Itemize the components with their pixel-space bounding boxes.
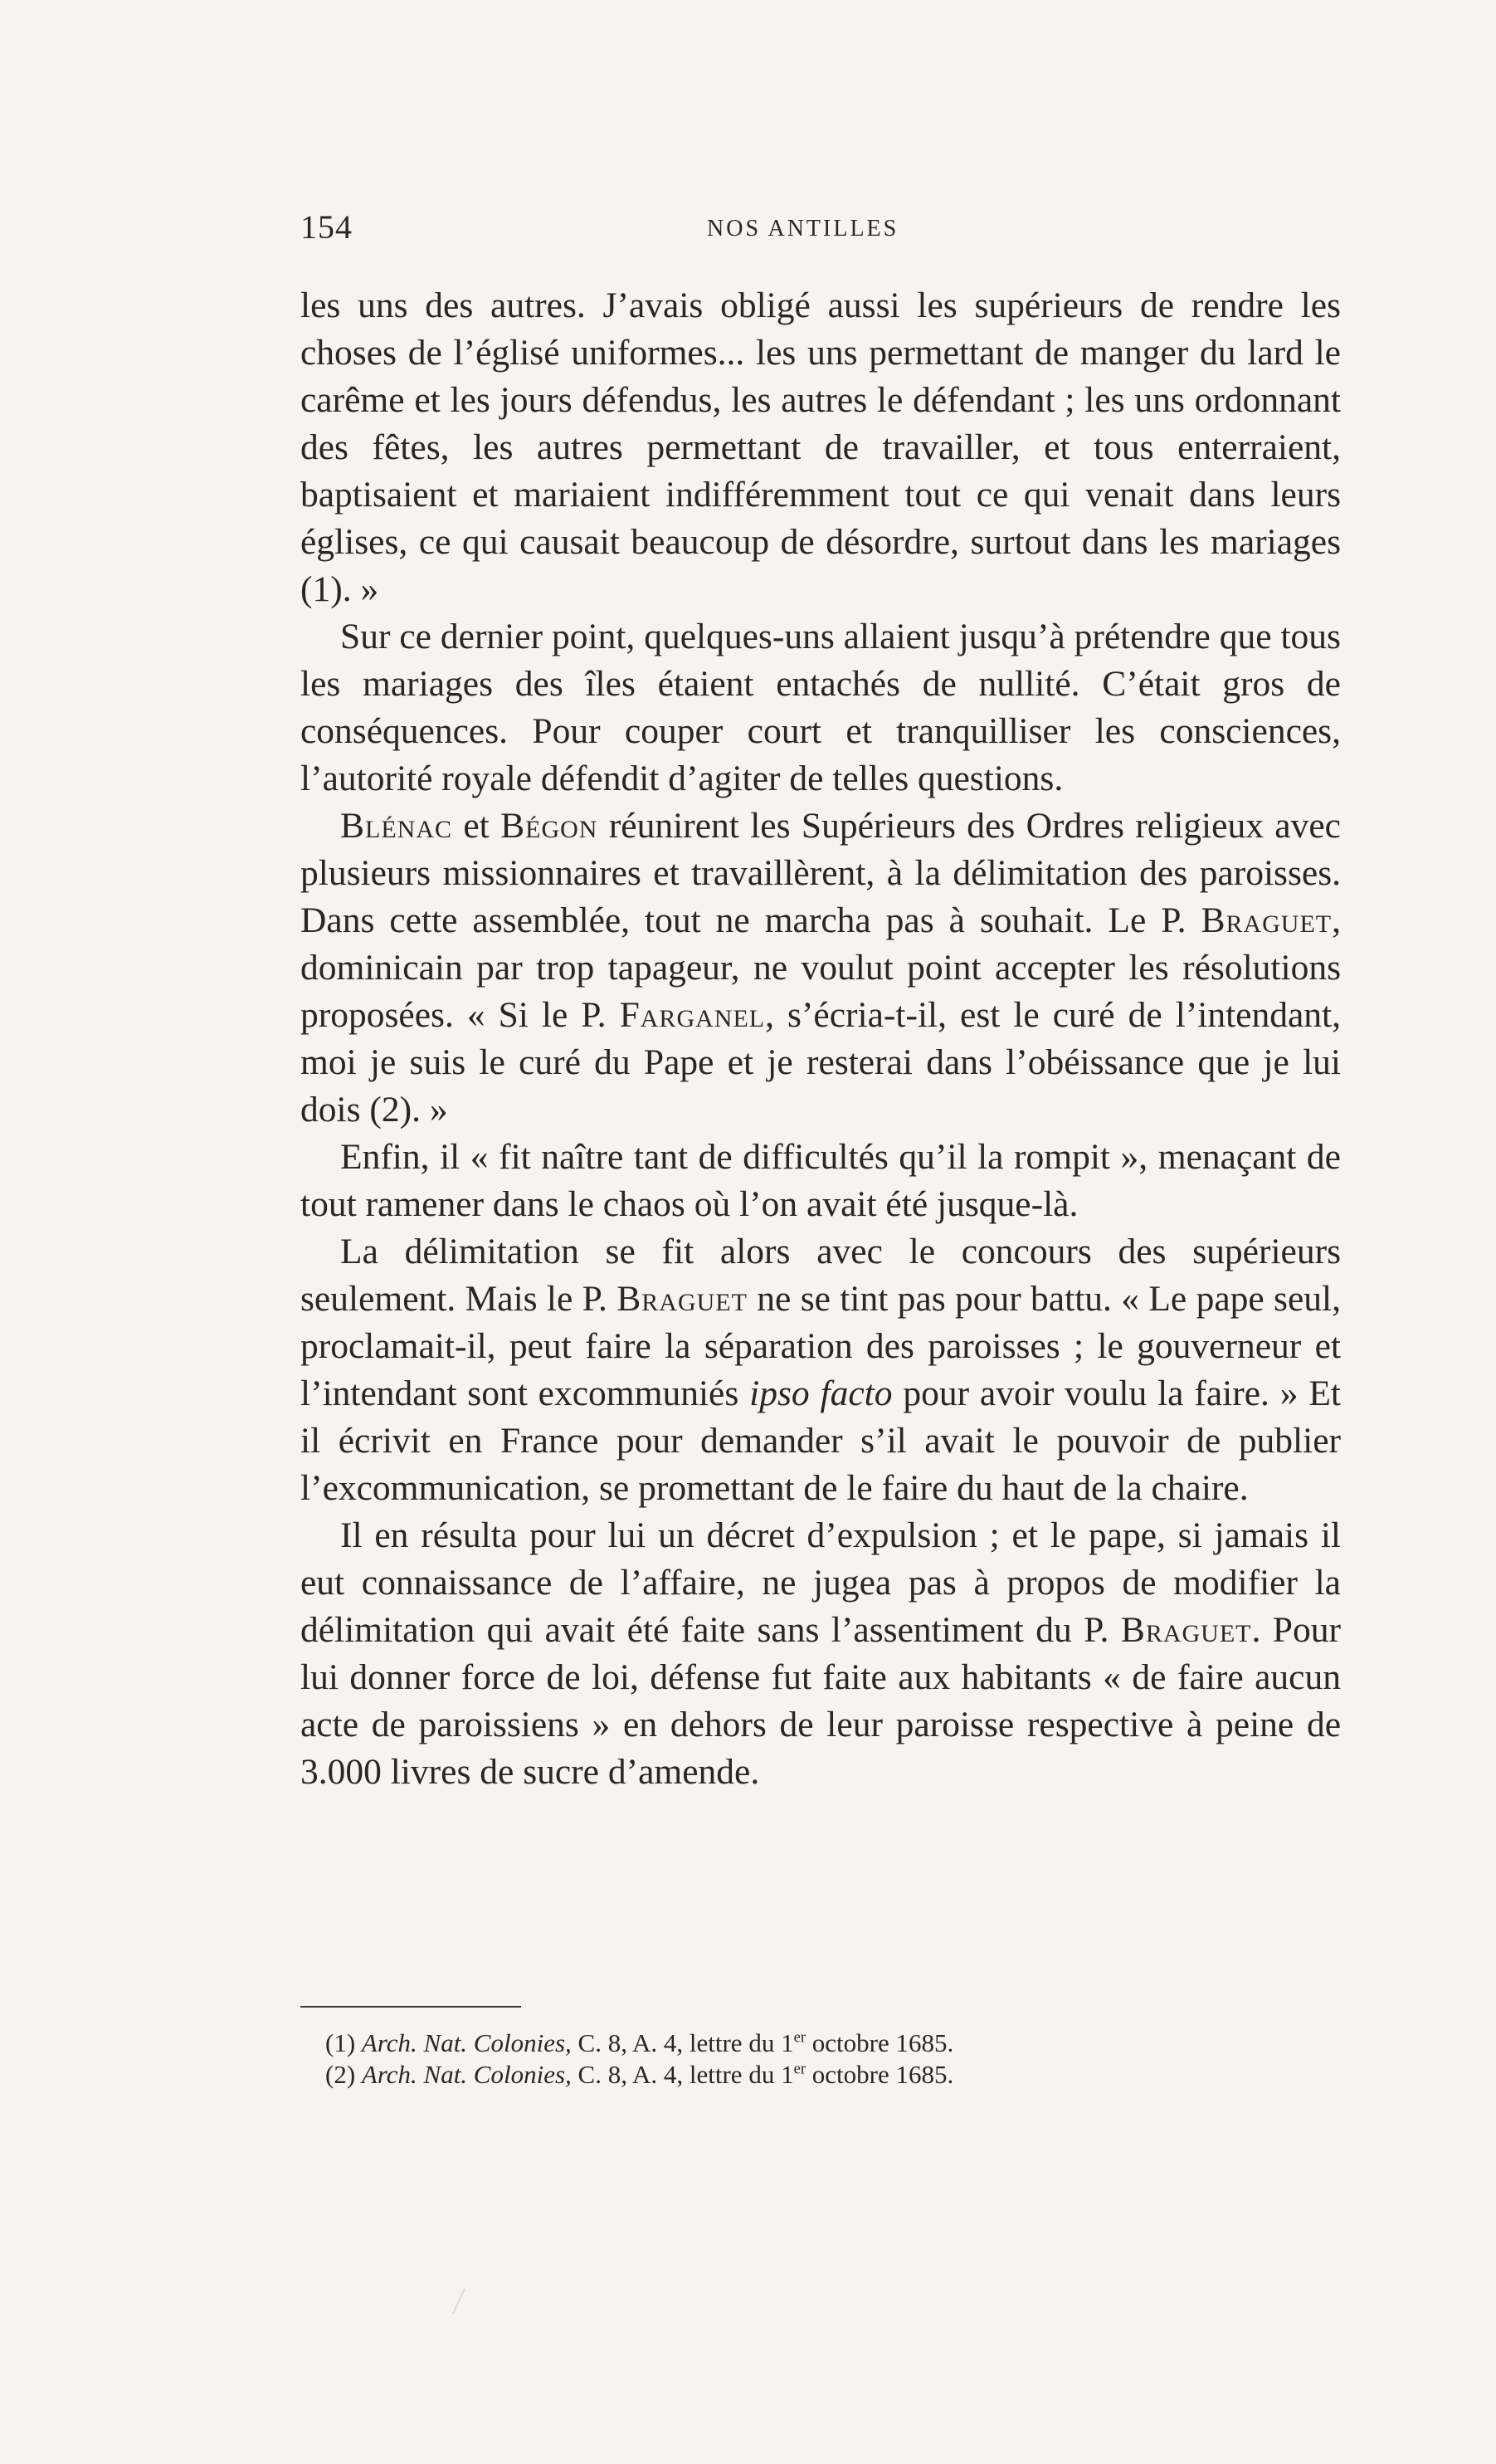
paragraph-3-text-3: , dominicain par trop tapageur, ne voulut point accepter les résolutions proposées. « Si le P. — [300, 900, 1341, 1035]
body-text — [300, 282, 1341, 1796]
paragraph-5 — [300, 1228, 1341, 1512]
paragraph-3 — [300, 803, 1341, 1134]
footnote-1 — [325, 2027, 1321, 2059]
person-name-braguet: Braguet — [616, 1279, 748, 1319]
footnote-reference: C. 8, A. 4, lettre du 1 — [571, 2028, 794, 2057]
running-title: NOS ANTILLES — [707, 216, 899, 242]
paragraph-3-text-1: et — [452, 806, 501, 846]
footnote-superscript: er — [793, 2028, 806, 2047]
paragraph-1: les uns des autres. J’avais obligé aussi les supérieurs de rendre les choses de l’églisé uniformes... les uns permettant de manger du lard le carême et les jours défendus, les autres le défendant ; les uns ordonnant des fêtes, les autres permettant de travailler, et tous enterraient, baptisaient et mariaient indifféremment tout ce qui venait dans leurs églises, ce qui causait beaucoup de désordre, surtout dans les mariages (1). » — [300, 285, 1341, 609]
person-name-farganel: Farganel — [619, 995, 766, 1035]
paragraph-6 — [300, 1512, 1341, 1796]
footnote-date: octobre 1685. — [806, 2028, 954, 2057]
page-number: 154 — [300, 208, 353, 246]
person-name-braguet: Braguet — [1120, 1610, 1252, 1650]
footnote-separator — [300, 2006, 521, 2008]
person-name-braguet: Braguet — [1201, 900, 1333, 940]
paragraph-3-text-4: , s’écria-t-il, est le curé de l’intendant, moi je suis le curé du Pape et je resterai dans l’obéissance que je lui dois (2). » — [300, 995, 1342, 1130]
person-name-begon: Bégon — [500, 806, 598, 846]
footnote-source: Arch. Nat. Colonies, — [361, 2028, 572, 2057]
footnote-date: octobre 1685. — [806, 2060, 954, 2089]
footnote-2 — [325, 2059, 1321, 2091]
latin-phrase: ipso facto — [749, 1373, 893, 1413]
paragraph-5-text-3: pour avoir voulu la faire. » Et il écrivit en France pour demander s’il avait le pouvoir de publier l’excommunication, se promettant de le faire du haut de la chaire. — [300, 1373, 1341, 1508]
person-name-blenac: Blénac — [340, 806, 453, 846]
paragraph-6-text-1: Il en résulta pour lui un décret d’expulsion ; et le pape, si jamais il eut connaissance de l’affaire, ne jugea pas à propos de modifier la délimitation qui avait été faite sans l’assentiment du P. — [300, 1515, 1341, 1650]
paragraph-4: Enfin, il « fit naître tant de difficultés qu’il la rompit », menaçant de tout ramener dans le chaos où l’on avait été jusque-là. — [300, 1137, 1341, 1224]
paragraph-5-text-2: ne se tint pas pour battu. « Le pape seul, proclamait-il, peut faire la séparation des paroisses ; le gouverneur et l’intendant sont excommuniés — [300, 1279, 1341, 1413]
footnote-mark: (1) — [325, 2028, 362, 2057]
footnote-superscript: er — [793, 2060, 806, 2078]
page-header — [300, 207, 1213, 257]
paragraph-6-text-2: . Pour lui donner force de loi, défense fut faite aux habitants « de faire aucun acte de paroissiens » en dehors de leur paroisse respective à peine de 3.000 livres de sucre d’amende. — [300, 1610, 1341, 1792]
paragraph-2: Sur ce dernier point, quelques-uns allaient jusqu’à prétendre que tous les mariages des îles étaient entachés de nullité. C’était gros de conséquences. Pour couper court et tranquilliser les consciences, l’autorité royale défendit d’agiter de telles questions. — [300, 617, 1341, 798]
paragraph-3-text-2: réunirent les Supérieurs des Ordres religieux avec plusieurs missionnaires et travaillèrent, à la délimitation des paroisses. Dans cette assemblée, tout ne marcha pas à souhait. Le P. — [300, 806, 1341, 940]
paragraph-5-text-1: La délimitation se fit alors avec le concours des supérieurs seulement. Mais le P. — [300, 1232, 1341, 1319]
footnote-mark: (2) — [325, 2060, 362, 2089]
pencil-mark — [452, 2289, 479, 2314]
footnote-reference: C. 8, A. 4, lettre du 1 — [571, 2060, 794, 2089]
footnote-source: Arch. Nat. Colonies, — [361, 2060, 572, 2089]
footnotes — [325, 2027, 1321, 2091]
